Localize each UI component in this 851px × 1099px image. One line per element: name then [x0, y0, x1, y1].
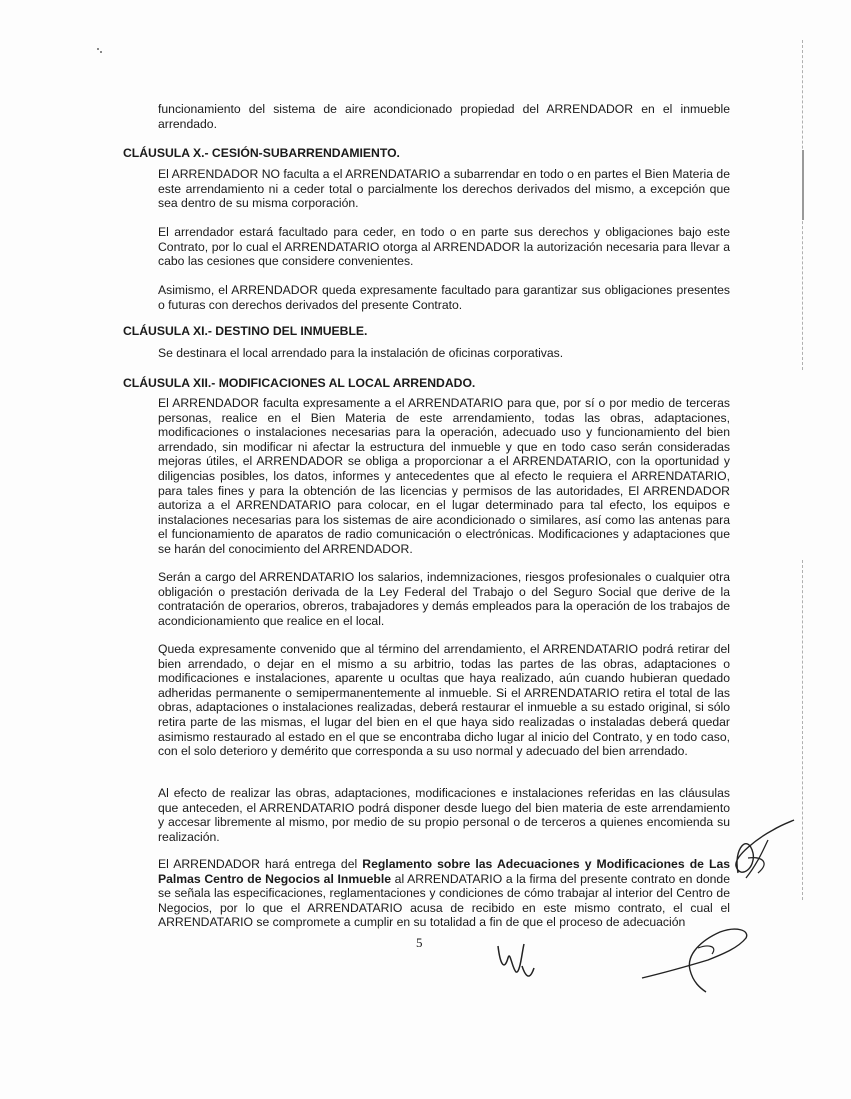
- scan-edge-mark: [802, 150, 804, 220]
- page-number: 5: [416, 935, 423, 950]
- clause-x-heading: CLÁUSULA X.- CESIÓN-SUBARRENDAMIENTO.: [123, 146, 400, 160]
- scan-edge-line: [802, 560, 803, 900]
- clause-x-paragraph-2: El arrendador estará facultado para ceder, en todo o en parte sus derechos y obligaciones bajo este Contrato, por lo cual el ARRENDATARIO otorga al ARRENDADOR la autorización necesaria para llevar a cabo las cesiones que considere convenientes.: [158, 225, 730, 269]
- paragraph-text: al ARRENDATARIO a la firma del presente contrato en donde se señala las especificaciones, reglamentaciones y condiciones de cómo trabajar al interior del Centro de Negocios, por lo que el ARRENDATARIO acusa de recibido en este mismo contrato, el cual el ARRENDATARIO se compromete a cumplir en su totalidad a fin de que el proceso de adecuación: [158, 871, 730, 930]
- clause-xii-paragraph-2: Serán a cargo del ARRENDATARIO los salarios, indemnizaciones, riesgos profesionales o cualquier otra obligación o prestación derivada de la Ley Federal del Trabajo o del Seguro Social que derive de la contratación de operarios, obreros, trabajadores y demás empleados para la operación de los trabajos de acondicionamiento que realice en el local.: [158, 570, 730, 628]
- handwritten-signature: [638, 918, 753, 993]
- handwritten-initial-signature: [728, 818, 798, 888]
- intro-paragraph: funcionamiento del sistema de aire acondicionado propiedad del ARRENDADOR en el inmueble arrendado.: [158, 102, 730, 131]
- clause-xii-paragraph-4: Al efecto de realizar las obras, adaptaciones, modificaciones e instalaciones referidas en las cláusulas que anteceden, el ARRENDATARIO podrá disponer desde luego del bien materia de este arrendamiento y accesar libremente al mismo, por medio de su propio personal o de terceros a quienes encomienda su realización.: [158, 786, 730, 844]
- clause-xii-paragraph-1: El ARRENDADOR faculta expresamente a el ARRENDATARIO para que, por sí o por medio de terceras personas, realice en el Bien Materia de este arrendamiento, todas las obras, adaptaciones, modificaciones o instalaciones necesarias para la operación, adecuado uso y funcionamiento del bien arrendado, sin modificar ni afectar la estructura del inmueble y que en todo caso serán consideradas mejoras útiles, el ARRENDADOR se obliga a proporcionar a el ARRENDATARIO, con la oportunidad y diligencias posibles, los datos, informes y antecedentes que al efecto le requiera el ARRENDATARIO, para tales fines y para la obtención de las licencias y permisos de las autoridades, El ARRENDADOR autoriza a el ARRENDATARIO para colocar, en el lugar determinado para tal efecto, los equipos e instalaciones necesarias para los sistemas de aire acondicionado o similares, así como las antenas para el funcionamiento de aparatos de radio comunicación o electrónicas. Modificaciones y adaptaciones que se harán del conocimiento del ARRENDADOR.: [158, 396, 730, 556]
- regulation-title: Reglamento sobre las Adecuaciones y Modificaciones de Las Palmas Centro de Negocios al Inmueble: [158, 857, 730, 886]
- handwritten-initials: [494, 938, 544, 983]
- scan-speck: [100, 51, 102, 53]
- clause-xii-heading: CLÁUSULA XII.- MODIFICACIONES AL LOCAL ARRENDADO.: [123, 376, 476, 390]
- clause-x-paragraph-1: El ARRENDADOR NO faculta a el ARRENDATARIO a subarrendar en todo o en partes el Bien Materia de este arrendamiento ni a ceder total o parcialmente los derechos derivados del mismo, a excepción que sea dentro de su misma corporación.: [158, 167, 730, 211]
- clause-xii-paragraph-3: Queda expresamente convenido que al término del arrendamiento, el ARRENDATARIO podrá retirar del bien arrendado, o dejar en el mismo a su arbitrio, todas las partes de las obras, adaptaciones o modificaciones e instalaciones, aparente u ocultas que haya realizado, aún cuando hubieran quedado adheridas permanente o semipermanentemente al inmueble. Si el ARRENDATARIO retira el total de las obras, adaptaciones o instalaciones realizadas, deberá restaurar el inmueble a su estado original, si sólo retira parte de las mismas, el lugar del bien en el que haya sido realizadas o instaladas deberá quedar asimismo restaurado al estado en el que se encontraba dicho lugar al inicio del Contrato, y en todo caso, con el solo deterioro y demérito que corresponda a su uso normal y adecuado del bien arrendado.: [158, 642, 730, 759]
- paragraph-text: El ARRENDADOR hará entrega del: [158, 857, 363, 871]
- clause-xi-heading: CLÁUSULA XI.- DESTINO DEL INMUEBLE.: [123, 324, 368, 338]
- scan-speck: [97, 48, 99, 50]
- clause-x-paragraph-3: Asimismo, el ARRENDADOR queda expresamente facultado para garantizar sus obligaciones presentes o futuras con derechos derivados del presente Contrato.: [158, 283, 730, 312]
- clause-xi-paragraph-1: Se destinara el local arrendado para la instalación de oficinas corporativas.: [158, 346, 564, 360]
